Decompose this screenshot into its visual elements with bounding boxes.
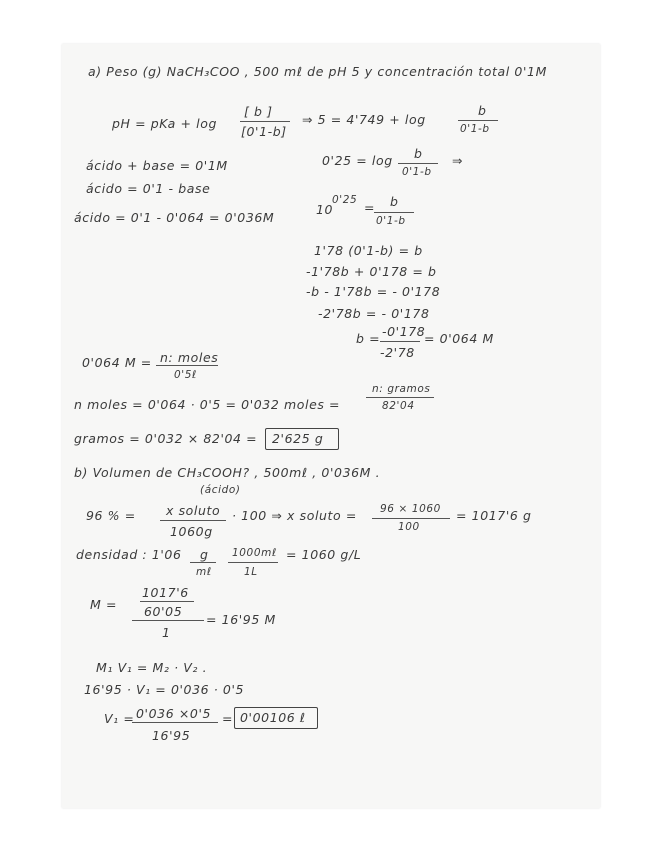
power-base: 10 — [316, 202, 334, 217]
hh-fraction-num: [ b ] — [244, 104, 273, 119]
fraction-bar — [240, 121, 290, 122]
b-num: -0'178 — [382, 324, 426, 339]
volume-result: 0'00106 ℓ — [240, 710, 306, 725]
fraction-bar — [160, 520, 226, 521]
log-equation: 0'25 = log — [322, 153, 393, 168]
hh-equation-lhs: pH = pKa + log — [112, 116, 217, 131]
molarity-b-result: = 16'95 M — [206, 612, 276, 627]
fraction-bar — [190, 562, 216, 563]
moles-num: n: gramos — [372, 383, 431, 395]
molarity-lhs: 0'064 M = — [82, 355, 152, 370]
percent-result: = 1017'6 g — [456, 508, 532, 523]
density-num2: 1000mℓ — [232, 547, 277, 559]
molarity-b-lhs: M = — [90, 597, 118, 612]
fraction-bar — [132, 722, 218, 723]
power-exponent: 0'25 — [332, 194, 358, 206]
algebra-step-2: -1'78b + 0'178 = b — [306, 264, 437, 279]
main-fraction-bar — [132, 620, 204, 621]
density-result: = 1060 g/L — [286, 547, 362, 562]
section-a-title: a) Peso (g) NaCH₃COO , 500 mℓ de pH 5 y concentración total 0'1M — [88, 64, 547, 79]
molarity-b-den2: 1 — [162, 625, 171, 640]
fraction-bar — [458, 120, 498, 121]
dilution-formula: M₁ V₁ = M₂ · V₂ . — [96, 660, 208, 675]
volume-equals: = — [222, 711, 234, 726]
fraction-bar — [366, 397, 434, 398]
density-den2: 1L — [244, 566, 258, 578]
grams-equation: gramos = 0'032 × 82'04 = — [74, 431, 258, 446]
volume-num: 0'036 ×0'5 — [136, 706, 212, 721]
b-lhs: b = — [356, 331, 381, 346]
fraction-bar — [374, 212, 414, 213]
sum-equation: ácido + base = 0'1M — [86, 158, 228, 173]
grams-result: 2'625 g — [272, 431, 324, 446]
percent-num: x soluto — [166, 503, 221, 518]
molarity-num: n: moles — [160, 350, 219, 365]
volume-den: 16'95 — [152, 728, 191, 743]
algebra-step-3: -b - 1'78b = - 0'178 — [306, 284, 441, 299]
power-den: 0'1-b — [376, 215, 406, 227]
algebra-step-4: -2'78b = - 0'178 — [318, 306, 430, 321]
molarity-b-num: 1017'6 — [142, 585, 189, 600]
log-num: b — [414, 146, 423, 161]
acid-definition: ácido = 0'1 - base — [86, 181, 211, 196]
percent-den: 1060g — [170, 524, 213, 539]
power-equals: = — [364, 200, 376, 215]
density-num: g — [200, 547, 209, 562]
b-result: = 0'064 M — [424, 331, 494, 346]
volume-lhs: V₁ = — [104, 711, 135, 726]
density-lhs: densidad : 1'06 — [76, 547, 182, 562]
hh-fraction2-num: b — [478, 103, 487, 118]
percent-lhs: 96 % = — [86, 508, 136, 523]
acid-value: ácido = 0'1 - 0'064 = 0'036M — [74, 210, 275, 225]
b-den: -2'78 — [380, 345, 415, 360]
log-arrow: ⇒ — [452, 153, 464, 168]
percent-mid: · 100 ⇒ x soluto = — [232, 508, 357, 523]
section-b-title: b) Volumen de CH₃COOH? , 500mℓ , 0'036M . — [74, 465, 381, 480]
moles-equation: n moles = 0'064 · 0'5 = 0'032 moles = — [74, 397, 341, 412]
molarity-den: 0'5ℓ — [174, 369, 197, 381]
hh-equation-rhs: ⇒ 5 = 4'749 + log — [302, 112, 426, 127]
fraction-bar — [372, 518, 450, 519]
fraction-bar — [398, 163, 438, 164]
log-den: 0'1-b — [402, 166, 432, 178]
fraction-bar — [140, 601, 194, 602]
dilution-substitution: 16'95 · V₁ = 0'036 · 0'5 — [84, 682, 245, 697]
hh-fraction-den: [0'1-b] — [241, 124, 287, 139]
fraction-bar — [156, 365, 218, 366]
fraction-bar — [380, 341, 420, 342]
fraction-bar — [228, 562, 278, 563]
moles-den: 82'04 — [382, 400, 415, 412]
hh-fraction2-den: 0'1-b — [460, 123, 490, 135]
acid-note: (ácido) — [200, 484, 241, 496]
molarity-b-den: 60'05 — [144, 604, 183, 619]
percent-den2: 100 — [398, 521, 420, 533]
density-den: mℓ — [196, 566, 212, 578]
power-num: b — [390, 194, 399, 209]
percent-num2: 96 × 1060 — [380, 503, 441, 515]
algebra-step-1: 1'78 (0'1-b) = b — [314, 243, 423, 258]
